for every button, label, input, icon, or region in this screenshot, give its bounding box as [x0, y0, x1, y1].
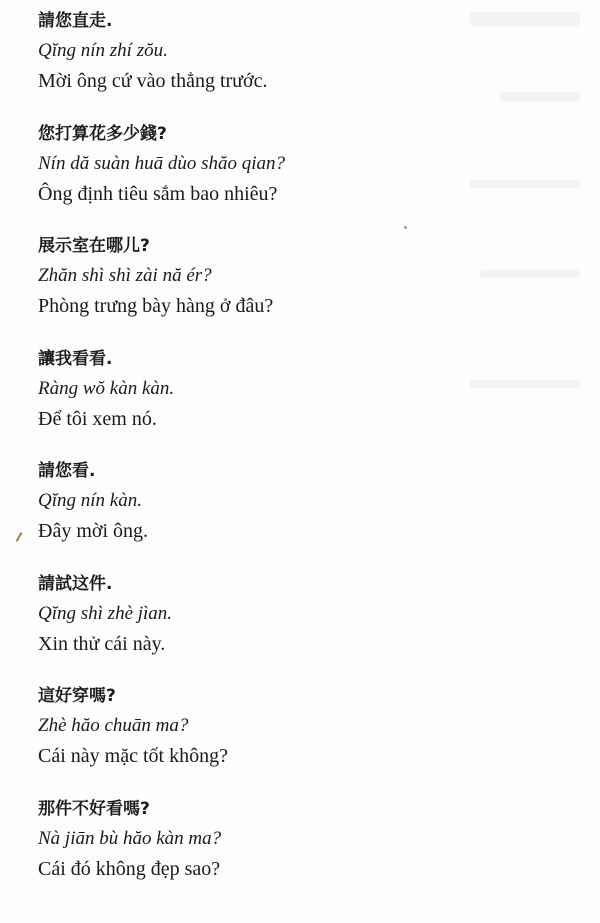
pinyin-text: Nà jiān bù hăo kàn ma?: [38, 827, 222, 849]
chinese-text: 這好穿嗎?: [38, 686, 116, 706]
phrase-entry: [38, 231, 458, 344]
pinyin-text: Qĭng shì zhè jìan.: [38, 602, 173, 624]
chinese-text: 請試这件.: [38, 573, 113, 594]
vietnamese-text: Mời ông cứ vào thẳng trước.: [38, 70, 268, 92]
chinese-text: 請您直走.: [38, 11, 113, 31]
chinese-text: 那件不好看嗎?: [38, 798, 150, 819]
pinyin-text: Zhăn shì shì zài nă ér?: [38, 265, 212, 286]
bleed-through-line: [480, 270, 580, 278]
phrase-entry: [38, 456, 458, 569]
pinyin-text: Nín dă suàn huā dùo shăo qian?: [38, 152, 286, 174]
phrase-entry: [38, 344, 458, 457]
chinese-text: 請您看.: [38, 461, 96, 481]
vietnamese-text: Để tôi xem nó.: [38, 407, 157, 430]
bleed-through-header: [470, 12, 580, 26]
bleed-through-line: [470, 180, 580, 188]
vietnamese-text: Đây mời ông.: [38, 520, 149, 542]
vietnamese-text: Phòng trưng bày hàng ở đâu?: [38, 295, 274, 317]
phrase-entry: [38, 119, 458, 232]
pinyin-text: Qĭng nín zhí zŏu.: [38, 40, 168, 61]
bleed-through-line: [500, 92, 580, 102]
pinyin-text: Zhè hăo chuān ma?: [38, 715, 189, 736]
vietnamese-text: Cái này mặc tốt không?: [38, 745, 228, 767]
phrase-list: [38, 6, 458, 906]
chinese-text: 您打算花多少錢?: [38, 123, 167, 144]
phrase-entry: [38, 794, 458, 907]
pinyin-text: Ràng wŏ kàn kàn.: [38, 377, 175, 399]
phrase-entry: [38, 6, 458, 119]
vietnamese-text: Ông định tiêu sắm bao nhiêu?: [38, 182, 278, 205]
pencil-mark: [16, 532, 23, 542]
phrase-entry: [38, 569, 458, 682]
pinyin-text: Qĭng nín kàn.: [38, 490, 142, 511]
bleed-through-line: [470, 380, 580, 388]
vietnamese-text: Cái đó không đẹp sao?: [38, 857, 221, 880]
phrase-entry: [38, 681, 458, 794]
chinese-text: 讓我看看.: [38, 348, 113, 369]
chinese-text: 展示室在哪儿?: [38, 236, 150, 256]
vietnamese-text: Xin thử cái này.: [38, 632, 166, 655]
